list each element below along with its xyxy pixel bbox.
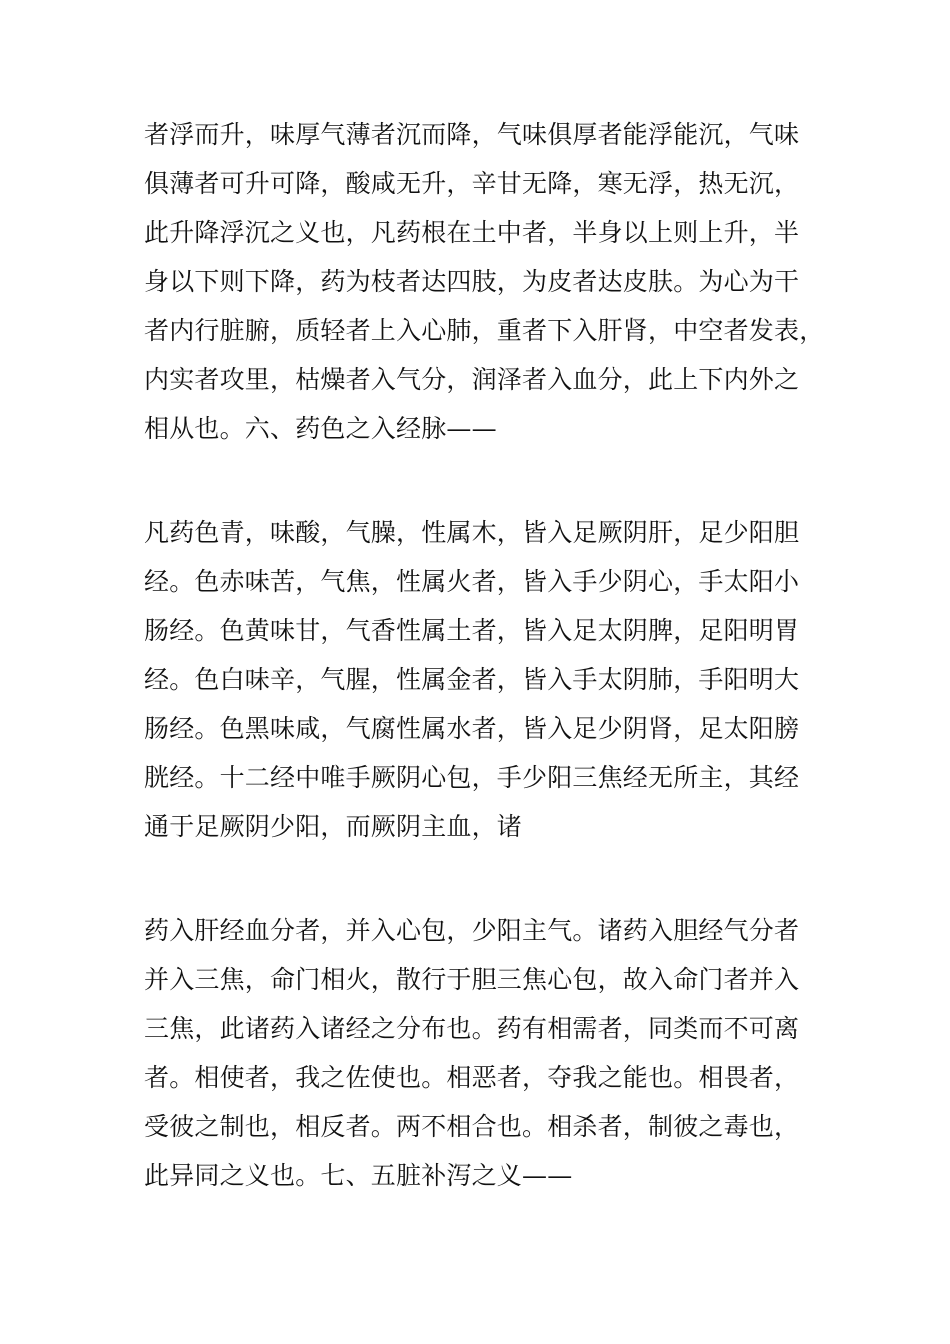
paragraph-ascending-descending: [144, 110, 825, 453]
text-line: 者浮而升，味厚气薄者沉而降，气味俱厚者能浮能沉，气味: [144, 120, 800, 149]
text-line: 身以下则下降，药为枝者达四肢，为皮者达皮肤。为心为干: [144, 267, 800, 296]
text-line: 肠经。色黑味咸，气腐性属水者，皆入足少阴肾，足太阳膀: [144, 714, 800, 743]
text-line: 经。色白味辛，气腥，性属金者，皆入手太阴肺，手阳明大: [144, 665, 800, 694]
text-line: 此异同之义也。七、五脏补泻之义——: [144, 1161, 573, 1190]
text-line: 者内行脏腑，质轻者上入心肺，重者下入肝肾，中空者发表，: [144, 316, 825, 345]
text-line: 肠经。色黄味甘，气香性属土者，皆入足太阴脾，足阳明胃: [144, 616, 800, 645]
text-line: 相从也。六、药色之入经脉——: [144, 414, 497, 443]
text-line: 药入肝经血分者，并入心包，少阳主气。诸药入胆经气分者: [144, 916, 800, 945]
paragraph-color-meridians: [144, 508, 809, 851]
text-line: 俱薄者可升可降，酸咸无升，辛甘无降，寒无浮，热无沉，: [144, 169, 800, 198]
text-line: 三焦，此诸药入诸经之分布也。药有相需者，同类而不可离: [144, 1014, 800, 1043]
text-line: 通于足厥阴少阳，而厥阴主血，诸: [144, 812, 523, 841]
text-line: 胱经。十二经中唯手厥阴心包，手少阳三焦经无所主，其经: [144, 763, 800, 792]
text-line: 此升降浮沉之义也，凡药根在土中者，半身以上则上升，半: [144, 218, 800, 247]
text-line: 者。相使者，我之佐使也。相恶者，夺我之能也。相畏者，: [144, 1063, 800, 1092]
text-line: 经。色赤味苦，气焦，性属火者，皆入手少阴心，手太阳小: [144, 567, 800, 596]
text-line: 并入三焦，命门相火，散行于胆三焦心包，故入命门者并入: [144, 965, 800, 994]
text-line: 内实者攻里，枯燥者入气分，润泽者入血分，此上下内外之: [144, 365, 800, 394]
text-line: 凡药色青，味酸，气臊，性属木，皆入足厥阴肝，足少阳胆: [144, 518, 800, 547]
text-line: 受彼之制也，相反者。两不相合也。相杀者，制彼之毒也，: [144, 1112, 800, 1141]
paragraph-herb-relations: [144, 906, 809, 1200]
